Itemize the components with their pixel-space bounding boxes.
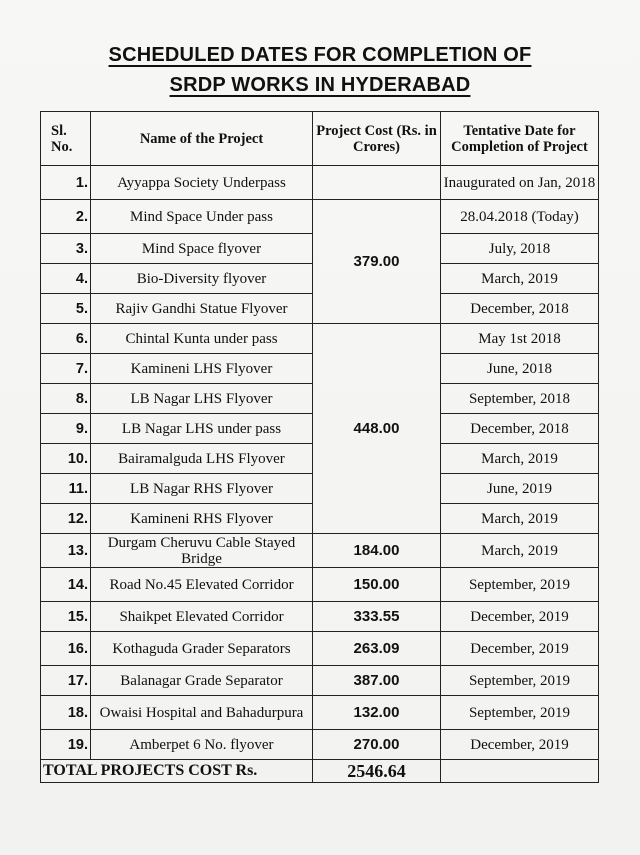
project-name: LB Nagar RHS Flyover [91, 474, 313, 504]
project-name: Kamineni LHS Flyover [91, 354, 313, 384]
project-name: Mind Space Under pass [91, 200, 313, 234]
table-row [41, 602, 599, 632]
row-number: 8. [41, 384, 91, 414]
project-cost: 263.09 [313, 632, 441, 666]
project-cost: 333.55 [313, 602, 441, 632]
project-name: Kothaguda Grader Separators [91, 632, 313, 666]
completion-date: March, 2019 [441, 444, 599, 474]
project-name: Chintal Kunta under pass [91, 324, 313, 354]
table-row [41, 166, 599, 200]
project-cost: 270.00 [313, 730, 441, 760]
completion-date: June, 2018 [441, 354, 599, 384]
row-number: 19. [41, 730, 91, 760]
completion-date: March, 2019 [441, 534, 599, 568]
completion-date: September, 2019 [441, 696, 599, 730]
project-cost: 150.00 [313, 568, 441, 602]
row-number: 18. [41, 696, 91, 730]
row-number: 9. [41, 414, 91, 444]
completion-date: March, 2019 [441, 264, 599, 294]
completion-date: December, 2018 [441, 414, 599, 444]
total-label: TOTAL PROJECTS COST Rs. [41, 760, 313, 783]
header-completion-date: Tentative Date for Completion of Project [441, 112, 599, 166]
header-sl-no: Sl. No. [41, 112, 91, 166]
group-cost-b: 448.00 [313, 324, 441, 534]
completion-date: December, 2019 [441, 632, 599, 666]
project-name: Shaikpet Elevated Corridor [91, 602, 313, 632]
total-value: 2546.64 [313, 760, 441, 783]
total-row [41, 760, 599, 783]
project-name: LB Nagar LHS under pass [91, 414, 313, 444]
table-row [41, 200, 599, 234]
table-row [41, 568, 599, 602]
project-name: Owaisi Hospital and Bahadurpura [91, 696, 313, 730]
row-number: 7. [41, 354, 91, 384]
project-cost: 387.00 [313, 666, 441, 696]
completion-date: July, 2018 [441, 234, 599, 264]
row-number: 13. [41, 534, 91, 568]
project-name: Mind Space flyover [91, 234, 313, 264]
completion-date: May 1st 2018 [441, 324, 599, 354]
total-empty-cell [441, 760, 599, 783]
project-name: Road No.45 Elevated Corridor [91, 568, 313, 602]
row-number: 17. [41, 666, 91, 696]
project-name: Amberpet 6 No. flyover [91, 730, 313, 760]
completion-date: September, 2019 [441, 666, 599, 696]
row-number: 15. [41, 602, 91, 632]
completion-date: September, 2019 [441, 568, 599, 602]
header-project-cost: Project Cost (Rs. in Crores) [313, 112, 441, 166]
header-row [41, 112, 599, 166]
completion-date: December, 2019 [441, 602, 599, 632]
completion-date: Inaugurated on Jan, 2018 [441, 166, 599, 200]
project-name: Bairamalguda LHS Flyover [91, 444, 313, 474]
completion-date: September, 2018 [441, 384, 599, 414]
row-number: 1. [41, 166, 91, 200]
row-number: 11. [41, 474, 91, 504]
project-cost-empty [313, 166, 441, 200]
row-number: 14. [41, 568, 91, 602]
title-line-2: SRDP WORKS IN HYDERABAD [169, 74, 471, 96]
table-row [41, 666, 599, 696]
row-number: 5. [41, 294, 91, 324]
completion-date: December, 2018 [441, 294, 599, 324]
row-number: 12. [41, 504, 91, 534]
project-cost: 132.00 [313, 696, 441, 730]
row-number: 16. [41, 632, 91, 666]
table-row [41, 696, 599, 730]
project-name: Bio-Diversity flyover [91, 264, 313, 294]
project-name: Balanagar Grade Separator [91, 666, 313, 696]
completion-date: June, 2019 [441, 474, 599, 504]
project-name: LB Nagar LHS Flyover [91, 384, 313, 414]
group-cost-a: 379.00 [313, 200, 441, 324]
table-row [41, 730, 599, 760]
table-row [41, 324, 599, 354]
row-number: 4. [41, 264, 91, 294]
project-cost: 184.00 [313, 534, 441, 568]
completion-date: 28.04.2018 (Today) [441, 200, 599, 234]
title-line-1: SCHEDULED DATES FOR COMPLETION OF [108, 44, 532, 66]
project-name: Ayyappa Society Underpass [91, 166, 313, 200]
row-number: 2. [41, 200, 91, 234]
completion-date: December, 2019 [441, 730, 599, 760]
row-number: 3. [41, 234, 91, 264]
project-name: Durgam Cheruvu Cable Stayed Bridge [91, 534, 313, 568]
table-row [41, 632, 599, 666]
completion-date: March, 2019 [441, 504, 599, 534]
schedule-table [40, 111, 599, 783]
header-project-name: Name of the Project [91, 112, 313, 166]
row-number: 6. [41, 324, 91, 354]
table-row [41, 534, 599, 568]
project-name: Rajiv Gandhi Statue Flyover [91, 294, 313, 324]
row-number: 10. [41, 444, 91, 474]
project-name: Kamineni RHS Flyover [91, 504, 313, 534]
